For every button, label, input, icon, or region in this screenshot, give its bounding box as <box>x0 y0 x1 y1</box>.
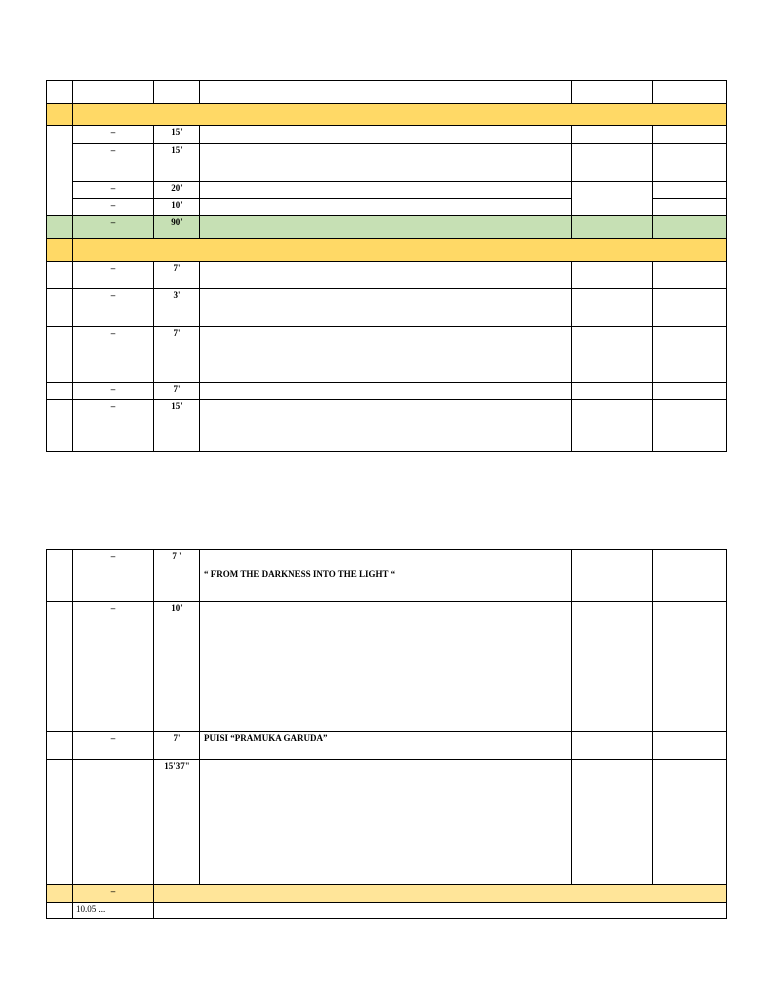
time-cell: – <box>110 886 116 896</box>
time-cell: – <box>110 551 116 561</box>
duration-cell: 7' <box>173 328 181 338</box>
duration-cell: 7' <box>173 263 181 273</box>
time-cell: – <box>110 127 116 137</box>
time-cell: – <box>110 290 116 300</box>
time-cell: – <box>110 401 116 411</box>
section-band-2 <box>47 238 727 261</box>
time-cell: – <box>110 200 116 210</box>
time-cell: – <box>110 145 116 155</box>
duration-cell: 15' <box>171 127 183 137</box>
duration-cell: 15' <box>171 401 183 411</box>
duration-cell: 10' <box>171 603 183 613</box>
duration-cell: 90' <box>171 217 183 227</box>
duration-cell: 10' <box>171 200 183 210</box>
duration-cell: 20' <box>171 183 183 193</box>
duration-cell: 3' <box>173 290 181 300</box>
time-cell: – <box>110 328 116 338</box>
time-cell: – <box>110 217 116 227</box>
duration-cell: 15' <box>171 145 183 155</box>
time-cell: 10.05 ... <box>76 904 106 914</box>
time-cell: – <box>110 263 116 273</box>
time-cell: – <box>110 603 116 613</box>
activity-cell: “ FROM THE DARKNESS INTO THE LIGHT “ <box>204 569 396 579</box>
duration-cell: 7 ' <box>172 551 182 561</box>
time-cell: – <box>110 183 116 193</box>
duration-cell: 7' <box>173 733 181 743</box>
activity-cell: PUISI “PRAMUKA GARUDA” <box>204 733 328 743</box>
section-band-1 <box>47 103 727 125</box>
time-cell: – <box>110 384 116 394</box>
duration-cell: 15'37" <box>164 761 190 771</box>
time-cell: – <box>110 733 116 743</box>
duration-cell: 7' <box>173 384 181 394</box>
